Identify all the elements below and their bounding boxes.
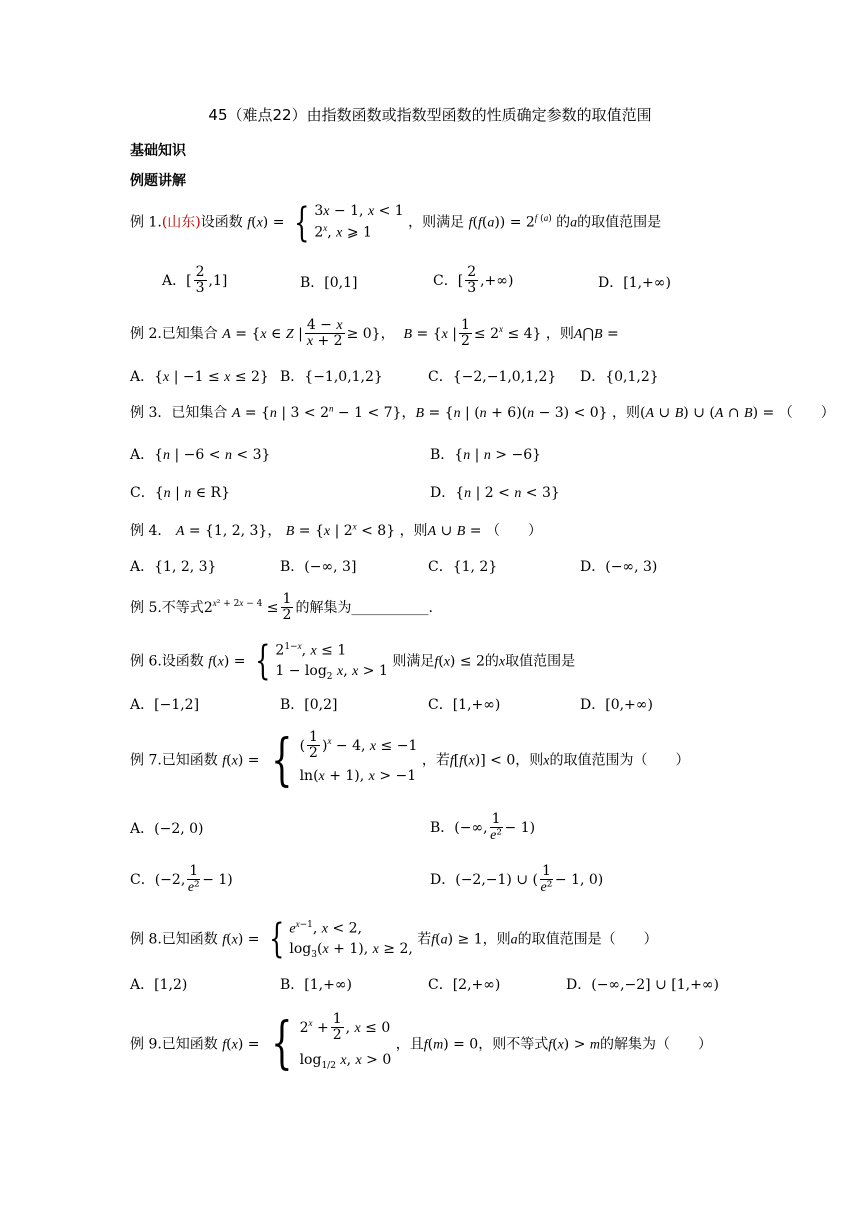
q8-option-c[interactable]: C．[2,+∞): [428, 977, 501, 993]
q3-option-c[interactable]: C．{n | n ∈ R}: [130, 485, 230, 501]
q7-option-b[interactable]: B．(−∞, $\frac{1}{\text{e²}}$ − 1): [430, 811, 536, 844]
q8-option-a[interactable]: A．[1,2): [130, 977, 188, 993]
question-5: 例 5.不等式$2^{x^2 + 2x - 4}$ ≤ $\frac{1}{2}$ 的解集为___________.: [130, 591, 433, 624]
q2-option-a[interactable]: A．{x | −1 ≤ x ≤ 2}: [130, 369, 269, 385]
q2-option-d[interactable]: D．{0,1,2}: [580, 369, 659, 385]
piecewise-function: { 3x − 1, x < 1 2$^x$, x ⩾ 1: [293, 199, 404, 246]
section-examples: 例题讲解: [130, 173, 186, 189]
piecewise-function: { $2^x$ + $\frac{1}{2}$ , x ≤ 0 $\log_{1/2} x$, x > 0: [271, 1011, 392, 1077]
q1-option-b[interactable]: B．[0,1]: [300, 275, 358, 291]
piecewise-function: { $e^{x-1}$, x < 2, $\log_3(x + 1)$, x ≥ 2,: [269, 916, 413, 963]
q6-option-b[interactable]: B．[0,2]: [280, 697, 338, 713]
question-9: 例 9.已知函数 f(x) = { $2^x$ + $\frac{1}{2}$ , x ≤ 0 $\log_{1/2} x$, x > 0 ，且f(m) = 0，则不等式f(x) > m的解集为（ ）: [130, 1011, 713, 1077]
math: f: [247, 215, 252, 231]
q6-option-a[interactable]: A．[−1,2]: [130, 697, 200, 713]
q4-option-d[interactable]: D．(−∞, 3): [580, 559, 658, 575]
section-basic: 基础知识: [130, 143, 186, 159]
question-7: 例 7.已知函数 f(x) = { ( $\frac{1}{2}$ )$^x$ − 4, x ≤ −1 ln(x + 1), x > −1 ，若f[f(x)] < 0，则x的取值范围为（ ）: [130, 727, 690, 793]
question-8: 例 8.已知函数 f(x) = { $e^{x-1}$, x < 2, $\log_3(x + 1)$, x ≥ 2, 若f(a) ≥ 1，则a的取值范围是（ ）: [130, 916, 658, 963]
question-2: 例 2.已知集合 A = {x ∈ Z | $\frac{4 - x}{x + 2}$ ≥ 0}， B = {x | $\frac{1}{2}$ ≤ $2^x \le 4$} ，则A⋂B =: [130, 317, 619, 350]
q3-option-b[interactable]: B．{n | n > −6}: [430, 447, 542, 463]
question-4: 例 4． A = {1, 2, 3}， B = {x | $2^x < 8$} ，则A ∪ B = （ ）: [130, 521, 542, 539]
page-title: 45（难点22）由指数函数或指数型函数的性质确定参数的取值范围: [208, 106, 652, 124]
q8-option-b[interactable]: B．[1,+∞): [280, 977, 352, 993]
question-6: 例 6.设函数 f(x) = { $2^{1-x}$, x ≤ 1 $1 - \log_2 x$, x > 1 则满足f(x) ≤ 2的x取值范围是: [130, 638, 576, 685]
question-3: 例 3．已知集合 A = {n | $3 < 2^n - 1 < 7$}，B = {n | (n + 6)(n − 3) < 0} ，则(A ∪ B) ∪ (A ∩ B) = （ ）: [130, 403, 835, 421]
q7-option-d[interactable]: D．(−2,−1) ∪ ( $\frac{1}{\text{e²}}$ − 1, 0): [430, 863, 604, 896]
q2-option-b[interactable]: B．{−1,0,1,2}: [280, 369, 383, 385]
q8-option-d[interactable]: D．(−∞,−2] ∪ [1,+∞): [566, 977, 719, 993]
q4-option-a[interactable]: A．{1, 2, 3}: [130, 559, 217, 575]
q6-option-c[interactable]: C．[1,+∞): [428, 697, 501, 713]
q7-option-a[interactable]: A．(−2, 0): [130, 821, 204, 837]
q7-option-c[interactable]: C．(−2, $\frac{1}{\text{e²}}$ − 1): [130, 863, 233, 896]
q4-option-b[interactable]: B．(−∞, 3]: [280, 559, 357, 575]
q1-option-c[interactable]: C．[ $\frac{2}{3}$ ,+∞): [433, 264, 514, 297]
q3-option-a[interactable]: A．{n | −6 < n < 3}: [130, 447, 271, 463]
q2-option-c[interactable]: C．{−2,−1,0,1,2}: [428, 369, 557, 385]
q3-option-d[interactable]: D．{n | 2 < n < 3}: [430, 485, 560, 501]
piecewise-function: { ( $\frac{1}{2}$ )$^x$ − 4, x ≤ −1 ln(x + 1), x > −1: [271, 727, 418, 793]
source-tag: (山东): [161, 214, 201, 231]
piecewise-function: { $2^{1-x}$, x ≤ 1 $1 - \log_2 x$, x > 1: [255, 638, 388, 685]
q1-option-d[interactable]: D．[1,+∞): [598, 275, 671, 291]
question-1: 例 1.(山东)设函数 f(x) = { 3x − 1, x < 1 2$^x$, x ⩾ 1 ，则满足 $f(f(a)) = 2^{f (a)}$ 的a的取值范围是: [130, 199, 662, 246]
q1-option-a[interactable]: A．[ $\frac{2}{3}$ ,1]: [162, 264, 228, 297]
q4-option-c[interactable]: C．{1, 2}: [428, 559, 498, 575]
q6-option-d[interactable]: D．[0,+∞): [580, 697, 653, 713]
